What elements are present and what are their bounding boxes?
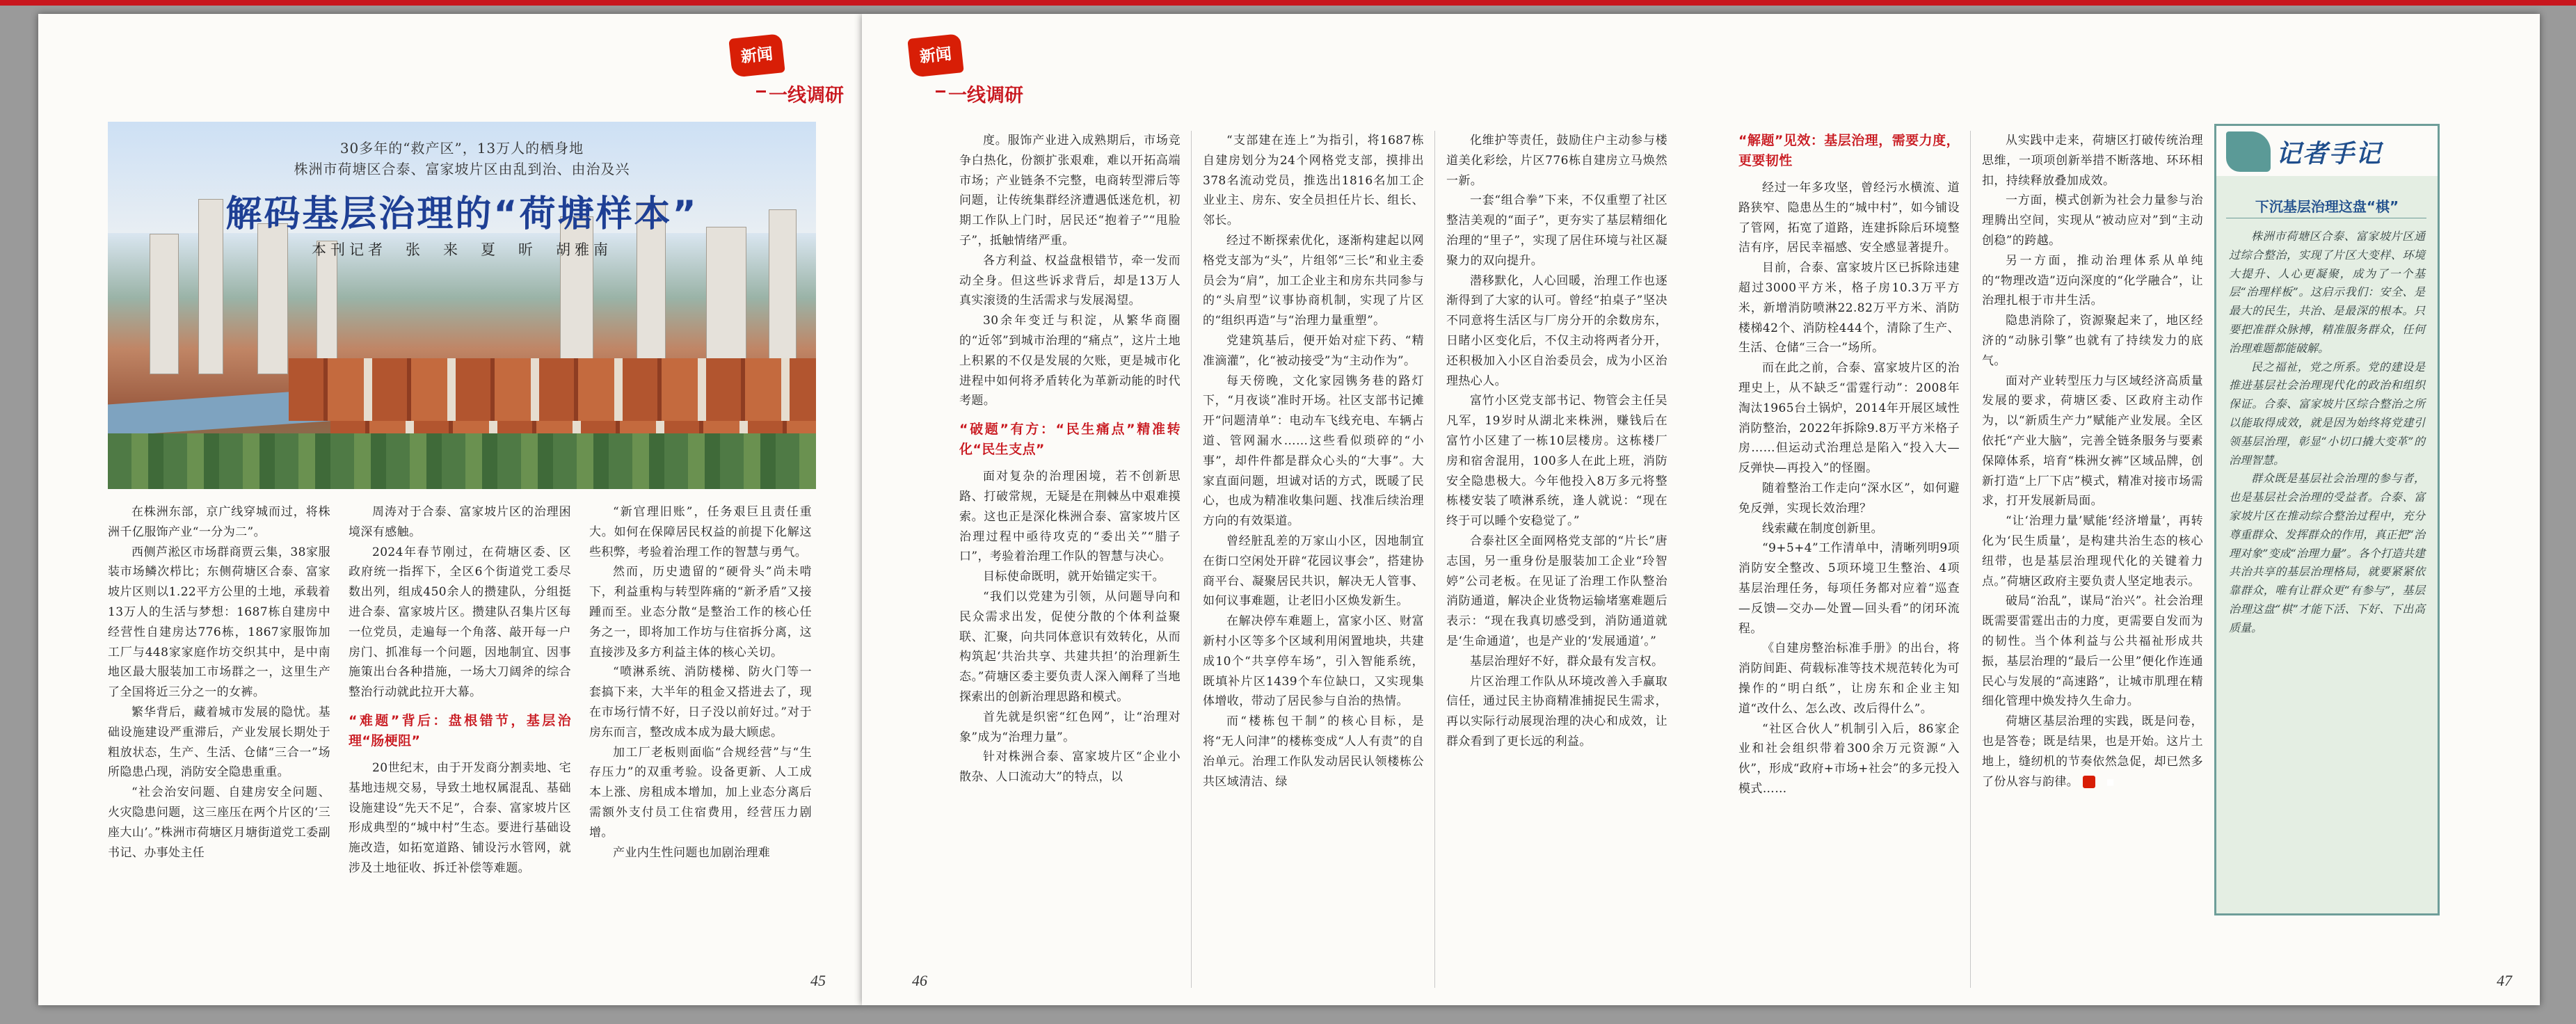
p46-column-1 <box>959 131 1181 787</box>
paragraph: 民之福祉，党之所系。党的建设是推进基层社会治理现代化的政治和组织保证。合泰、富家坡片区综合整治之所以能取得成效，就是因为始终将党建引领基层治理，彰显“小切口撬大变革”的治理智慧。 <box>2229 360 2425 467</box>
paragraph: 然而，历史遗留的“硬骨头”尚未啃下，利益重构与转型阵痛的“新矛盾”又接踵而至。业态分散“是整治工作的核心任务之一，即将加工作坊与住宿拆分离，这直接涉及多方利益主体的核心关切。 <box>589 565 812 659</box>
paragraph: 30余年变迁与积淀，从繁华商圈的“近邻”到城市治理的“痛点”，这片土地上积累的不仅是发展的欠账，更是城市化进程中如何将矛盾转化为革新动能的时代考题。 <box>959 314 1181 408</box>
paragraph: 化维护等责任，鼓励住户主动参与楼道美化彩绘，片区776栋自建房立马焕然一新。 <box>1446 134 1667 188</box>
paragraph: 2024年春节刚过，在荷塘区委、区政府统一指挥下，全区6个街道党工委尽数出列，组成450余人的攒建队，分组挺进合泰、富家坡片区。攒建队召集片区每一位党员，走遍每一个角落、敲开每一户房门、抓准每一个问题，因地制宜、因事施策出台各种措施，一场大刀阔斧的综合整治行动就此拉开大幕。 <box>349 545 571 700</box>
hero-photo-city-aerial <box>108 122 816 489</box>
reporter-notes-sidebar <box>2214 124 2440 915</box>
pages-46-47 <box>862 14 2540 1005</box>
sidebar-heading: 记者手记 <box>2276 140 2383 168</box>
paragraph: “支部建在连上”为指引，将1687栋自建房划分为24个网格党支部，摸排出378名流动党员，推选出1816名加工企业业主、房东、安全员担任片长、组长、邻长。 <box>1203 134 1424 228</box>
paragraph: 西侧芦淞区市场群商贾云集，38家服装市场鳞次栉比；东侧荷塘区合泰、富家坡片区则以1.22平方公里的土地，承载着13万人的生活与梦想：1687栋自建房中经营性自建房达776栋，1867家服饰加工厂与448家家庭作坊交织其中，是中南地区最大服装加工市场群之一，这里生产了全国将近三分之一的女裤。 <box>108 545 330 700</box>
paragraph: 面对产业转型压力与区域经济高质量发展的要求，荷塘区委、区政府主动作为，以“新质生产力”赋能产业发展。全区依托“产业大脑”，完善全链条服务与要素保障体系，培育“株洲女裤”区域品牌，创新打造“上厂下店”模式，精准对接市场需求，打开发展新局面。 <box>1982 374 2203 509</box>
paragraph: 群众既是基层社会治理的参与者，也是基层社会治理的受益者。合泰、富家坡片区在推动综合整治过程中，充分尊重群众、发挥群众的作用，真正把“治理对象”变成“治理力量”。各个打造共建共治共享的基层治理格局，就要紧紧依靠群众，唯有让群众更“有参与”，基层治理这盘“棋”才能下活、下好、下出高质量。 <box>2229 472 2425 634</box>
paragraph: 加工厂老板则面临“合规经营”与“生存压力”的双重考验。设备更新、人工成本上涨、房租成本增加，加上业态分离后需额外支付员工住宿费用，经营压力剧增。 <box>589 745 812 840</box>
paragraph: 面对复杂的治理困境，若不创新思路、打破常规，无疑是在荆棘丛中艰难摸索。这也正是深化株洲合泰、富家坡片区治理过程中亟待攻克的“委出关”“腊子口”，考验着治理工作队的智慧与决心。 <box>959 470 1181 564</box>
paragraph: 株洲市荷塘区合泰、富家坡片区通过综合整治，实现了片区大变样、环境大提升、人心更凝聚，成为了一个基层“治理样板”。这启示我们：安全、是最大的民生，共治、是最深的根本。只要把准群众脉搏，精准服务群众，任何治理难题都能破解。 <box>2229 230 2425 355</box>
sidebar-header <box>2216 126 2438 176</box>
paragraph: 经过不断探索优化，逐渐构建起以网格党支部为“头”，片组邻“三长”和业主委员会为“肩”，加工企业主和房东共同参与的“头肩型”议事协商机制，实现了片区的“组织再造”与“治理力量重塑”。 <box>1203 233 1424 328</box>
paragraph: “9+5+4”工作清单中，清晰列明9项消防安全整改、5项环境卫生整治、4项基层治理任务，每项任务都对应着“巡查—反馈—交办—处置—回头看”的闭环流程。 <box>1738 541 1960 636</box>
p46-column-3 <box>1446 131 1667 752</box>
section-seal: 新闻 <box>728 33 785 78</box>
article-subtitle-2: 株洲市荷塘区合泰、富家坡片区由乱到治、由治及兴 <box>294 161 630 177</box>
p47-column-2 <box>1982 131 2203 792</box>
paragraph: “让‘治理力量’赋能‘经济增量’，再转化为‘民生质量’，是构建共治生态的核心纽带，也是基层治理现代化的关键着力点。”荷塘区政府主要负责人坚定地表示。 <box>1982 514 2203 589</box>
paragraph: “喷淋系统、消防楼梯、防火门等一套搞下来，大半年的租金又搭进去了，现在市场行情不好，日子没以前好过。”对于房东而言，整改成本成为最大顾虑。 <box>589 665 812 739</box>
p45-column-1 <box>108 502 330 863</box>
paragraph: 曾经脏乱差的万家山小区，因地制宜在街口空闲处开辟“花园议事会”，搭建协商平台、凝聚居民共识，解决无人管事、如何议事难题，让老旧小区焕发新生。 <box>1203 534 1424 609</box>
column-separator <box>1434 131 1435 988</box>
quill-icon <box>2226 131 2271 172</box>
paragraph: 一方面，模式创新为社会力量参与治理腾出空间，实现从“被动应对”到“主动创稳”的跨越。 <box>1982 193 2203 248</box>
paragraph: 党建筑基后，便开始对症下药、“精准滴灌”，化“被动接受”为“主动作为”。 <box>1203 333 1424 368</box>
paragraph: 目前，合泰、富家坡片区已拆除违建超过3000平方米，格子房10.3万平方米，新增消防喷淋22.82万平方米、消防楼梯42个、消防栓444个，清除了生产、生活、仓储“三合一”场所。 <box>1738 261 1960 355</box>
paragraph: 《自建房整治标准手册》的出台，将消防间距、荷载标准等技术规范转化为可操作的“明白纸”，让房东和企业主知道“改什么、怎么改、改后得什么”。 <box>1738 641 1960 716</box>
sidebar-subtitle: 下沉基层治理这盘“棋” <box>2255 198 2399 215</box>
column-separator <box>1191 131 1192 988</box>
paragraph: 繁华背后，藏着城市发展的隐忧。基础设施建设严重滞后，产业发展长期处于粗放状态，生产、生活、仓储“三合一”场所隐患凸现，消防安全隐患重重。 <box>108 705 330 780</box>
paragraph: 片区治理工作队从环境改善入手赢取信任，通过民主协商精准捕捉民生需求，再以实际行动展现治理的决心和成效，让群众看到了更长远的利益。 <box>1446 674 1667 749</box>
paragraph: 周涛对于合泰、富家坡片区的治理困境深有感触。 <box>349 505 571 539</box>
paragraph: 目标使命既明，就开始锚定实干。 <box>983 570 1165 584</box>
paragraph: 首先就是织密“红色网”，让“治理对象”成为“治理力量”。 <box>959 710 1181 744</box>
hero-trees <box>108 433 816 489</box>
section-seal: 新闻 <box>907 33 963 78</box>
page-number: 47 <box>2497 972 2512 989</box>
p45-column-2 <box>349 502 571 879</box>
page-45 <box>38 14 862 1005</box>
article-byline: 本刊记者 张 来 夏 昕 胡雅南 <box>312 241 612 258</box>
paragraph: 而“楼栋包干制”的核心目标，是将“无人问津”的楼栋变成“人人有责”的自治单元。治理工作队发动居民认领楼栋公共区域清洁、绿 <box>1203 714 1424 789</box>
paragraph: 隐患消除了，资源聚起来了，地区经济的“动脉引擎”也就有了持续发力的底气。 <box>1982 314 2203 368</box>
top-red-border <box>0 0 2576 6</box>
paragraph: 荷塘区基层治理的实践，既是问卷，也是答卷；既是结果，也是开始。这片土地上，缝纫机的节奏依然急促，却已然多了份从容与韵律。 <box>1982 714 2203 789</box>
paragraph: 在株洲东部，京广线穿城而过，将株洲千亿服饰产业“一分为二”。 <box>108 505 330 539</box>
paragraph: 在解决停车难题上，富家小区、财富新村小区等多个区域利用闲置地块，共建成10个“共享停车场”，引入智能系统，既填补片区1439个车位缺口，又实现集体增收，带动了居民参与自治的热情。 <box>1203 614 1424 709</box>
article-subtitle-1: 30多年的“救产区”，13万人的栖身地 <box>339 140 584 157</box>
section-heading: “破题”有方：“民生痛点”精准转化“民生支点” <box>959 422 1181 458</box>
page-number: 45 <box>810 972 826 989</box>
paragraph: “我们以党建为引领，从问题导向和民众需求出发，促使分散的个体利益聚联、汇聚，向共同体意识有效转化，从而构筑起‘共治共享、共建共担’的治理新生态。”荷塘区委主要负责人深入阐释了当地探索出的创新治理思路和模式。 <box>959 589 1181 704</box>
paragraph: 合泰社区全面网格党支部的“片长”唐志国，另一重身份是服装加工企业“玲智婷”公司老板。在见证了治理工作队整治消防通道，解决企业货物运输堵塞难题后表示：“现在我真切感受到，消防通道就是‘生命通道’，也是产业的‘发展通道’。” <box>1446 534 1667 648</box>
p46-column-2 <box>1203 131 1424 792</box>
paragraph: 经过一年多攻坚，曾经污水横流、道路狭窄、隐患丛生的“城中村”，如今铺设了管网，拓宽了道路，连建拆除后环境整洁有序，居民幸福感、安全感显著提升。 <box>1738 181 1960 255</box>
building <box>317 241 337 374</box>
column-separator <box>1970 131 1971 988</box>
article-title: 解码基层治理的“荷塘样本” <box>225 193 698 235</box>
p47-column-1 <box>1738 131 1960 799</box>
paragraph: 从实践中走来，荷塘区打破传统治理思维，一项项创新举措不断落地、环环相扣，持续释放叠加成效。 <box>1982 134 2203 188</box>
paragraph: “新官理旧账”，任务艰巨且责任重大。如何在保障居民权益的前提下化解这些积弊，考验着治理工作的智慧与勇气。 <box>589 505 812 559</box>
section-heading: “难题”背后：盘根错节，基层治理“肠梗阻” <box>349 712 571 749</box>
paragraph: 针对株洲合泰、富家坡片区“企业小散杂、人口流动大”的特点，以 <box>959 750 1181 785</box>
sidebar-body <box>2229 227 2425 638</box>
paragraph: 线索藏在制度创新里。 <box>1762 521 1883 536</box>
paragraph: 基层治理好不好，群众最有发言权。 <box>1470 654 1664 669</box>
page-number: 46 <box>912 972 927 989</box>
end-mark-icon: ■ <box>2083 776 2095 788</box>
paragraph: 潜移默化，人心回暖，治理工作也逐渐得到了大家的认可。曾经“拍桌子”坚决不同意将生活区与厂房分开的余数房东，日睹小区变化后，不仅主动将两者分开，还积极加入小区自治委员会，成为小区治理热心人。 <box>1446 273 1667 388</box>
paragraph: 一套“组合拳”下来，不仅重塑了社区整洁美观的“面子”，更夯实了基层精细化治理的“里子”，实现了居住环境与社区凝聚力的双向提升。 <box>1446 193 1667 268</box>
paragraph: “社会治安问题、自建房安全问题、火灾隐患问题，这三座压在两个片区的‘三座大山’。”株洲市荷塘区月塘街道党工委副书记、办事处主任 <box>108 785 330 860</box>
paragraph: “社区合伙人”机制引入后，86家企业和社会组织带着300余万元资源“入伙”，形成“政府+市场+社会”的多元投入模式…… <box>1738 721 1960 796</box>
paragraph: 各方利益、权益盘根错节，牵一发而动全身。但这些诉求背后，却是13万人真实滚烫的生活需求与发展渴望。 <box>959 253 1181 308</box>
paragraph: 度。服饰产业进入成熟期后，市场竞争白热化，份额扩张艰难，难以开拓高端市场；产业链条不完整，电商转型滞后等问题，让传统集群经济遭遇低迷危机，初期工作队上门时，居民还“抱着子”“甩脸子”，抵触情绪严重。 <box>959 134 1181 248</box>
paragraph: 随着整治工作走向“深水区”，如何避免反弹，实现长效治理？ <box>1738 481 1960 515</box>
section-label: 一线调研 <box>769 80 844 107</box>
paragraph: 20世纪末，由于开发商分割卖地、宅基地违规交易，导致土地权属混乱、基础设施建设“先天不足”，合泰、富家坡片区形成典型的“城中村”生态。要进行基础设施改造，如拓宽道路、铺设污水管网，就涉及土地征收、拆迁补偿等难题。 <box>349 760 571 875</box>
roofs <box>289 358 816 421</box>
paragraph: 每天傍晚，文化家园镌务巷的路灯下，“月夜谈”准时开场。社区支部书记摊开“问题清单”：电动车飞线充电、车辆占道、管网漏水……这些看似琐碎的“小事”，却件件都是群众心头的“大事”。大家直面问题，坦诚对话的方式，既暖了民心，也成为精准收集问题、找准后续治理方向的有效渠道。 <box>1203 374 1424 529</box>
paragraph: 破局“治乱”，谋局“治兴”。社会治理既需要雷霆出击的力度，更需要自发而为的韧性。当个体利益与公共福祉形成共振，基层治理的“最后一公里”便化作连通民心与发展的“高速路”，让城市肌理在精细化管理中焕发持久生命力。 <box>1982 594 2203 709</box>
paragraph: 富竹小区党支部书记、物管会主任吴凡军，19岁时从湖北来株洲，赚钱后在富竹小区建了一栋10层楼房。这栋楼厂房和宿舍混用，100多人在此上班，消防安全隐患极大。今年他投入8万多元将整栋楼安装了喷淋系统，逢人就说：“现在终于可以睡个安稳觉了。” <box>1446 394 1667 529</box>
paragraph: 产业内生性问题也加剧治理难 <box>613 845 771 860</box>
p45-column-3 <box>589 502 812 863</box>
section-label: 一线调研 <box>948 80 1023 107</box>
paragraph: 另一方面，推动治理体系从单纯的“物理改造”迈向深度的“化学融合”，让治理扎根于市井生活。 <box>1982 253 2203 308</box>
section-heading: “解题”见效：基层治理，需要力度，更要韧性 <box>1738 133 1960 168</box>
paragraph: 而在此之前，合泰、富家坡片区的治理史上，从不缺乏“雷霆行动”：2008年淘汰1965台土锅炉，2014年开展区域性消防整治，2022年拆除9.8万平方米格子房……但运动式治理总是陷入“投入大—反弹快—再投入”的怪圈。 <box>1738 361 1960 476</box>
